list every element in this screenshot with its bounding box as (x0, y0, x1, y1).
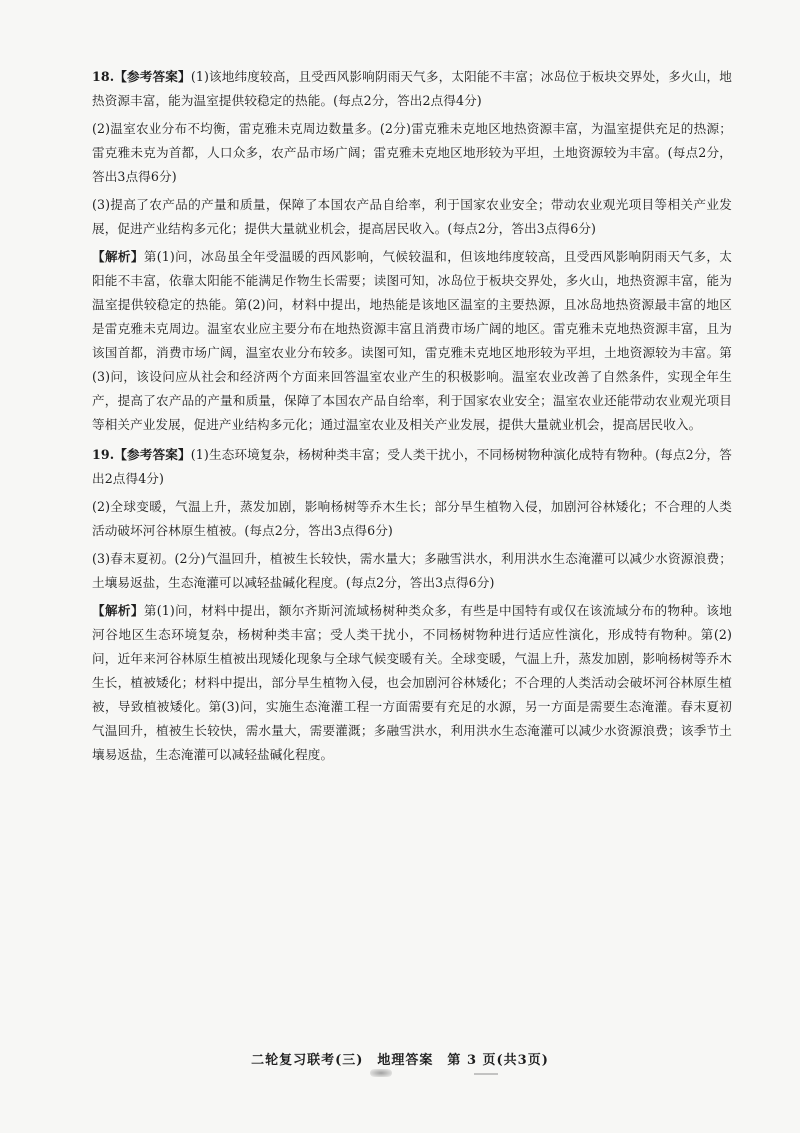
q19-analysis-tag: 【解析】 (92, 603, 144, 618)
q18-answer-part2: (2)温室农业分布不均衡，雷克雅未克周边数量多。(2分)雷克雅未克地区地热资源丰富，为温室提供充足的热源；雷克雅未克为首都，人口众多，农产品市场广阔；雷克雅未克地区地形较为平坦，土地资源较为丰富。(每点2分，答出3点得6分) (92, 121, 732, 184)
q18-answer-part1 (92, 65, 732, 113)
scan-dash-mark (474, 1073, 498, 1075)
q19-answer-1-text: (1)生态环境复杂，杨树种类丰富；受人类干扰小，不同杨树物种演化成特有物种。(每点2分，答出2点得4分) (92, 447, 733, 486)
q19-answer-tag: 19.【参考答案】 (92, 447, 191, 462)
q18-analysis-tag: 【解析】 (92, 249, 144, 264)
q19-answer-part2: (2)全球变暖，气温上升，蒸发加剧，影响杨树等乔木生长；部分旱生植物入侵，加剧河谷林矮化；不合理的人类活动破坏河谷林原生植被。(每点2分，答出3点得6分) (92, 499, 732, 538)
q19-analysis (92, 599, 732, 767)
q18-analysis-text: 第(1)问，冰岛虽全年受温暖的西风影响，气候较温和，但该地纬度较高，且受西风影响阴雨天气多，太阳能不丰富，依靠太阳能不能满足作物生长需要；读图可知，冰岛位于板块交界处，多火山，地热资源丰富，能为温室提供较稳定的热能。第(2)问，材料中提出，地热能是该地区温室的主要热源，且冰岛地热资源最丰富的地区是雷克雅未克周边。温室农业应主要分布在地热资源丰富且消费市场广阔的地区。雷克雅未克地热资源丰富，且为该国首都，消费市场广阔，温室农业分布较多。读图可知，雷克雅未克地区地形较为平坦，土地资源较为丰富。第(3)问，该设问应从社会和经济两个方面来回答温室农业产生的积极影响。温室农业改善了自然条件，实现全年生产，提高了农产品的产量和质量，保障了本国农产品自给率，利于国家农业安全；温室农业还能带动农业观光项目等相关产业发展，促进产业结构多元化；通过温室农业及相关产业发展，提供大量就业机会，提高居民收入。 (92, 249, 732, 432)
q18-answer-part3: (3)提高了农产品的产量和质量，保障了本国农产品自给率，利于国家农业安全；带动农业观光项目等相关产业发展，促进产业结构多元化；提供大量就业机会，提高居民收入。(每点2分，答出3点得6分) (92, 197, 732, 236)
scan-smudge-mark (370, 1069, 392, 1077)
q18-analysis (92, 245, 732, 437)
page-footer: 二轮复习联考(三) 地理答案 第 3 页(共3页) (251, 1053, 549, 1068)
answer-content (92, 65, 732, 767)
q18-answer-tag: 18.【参考答案】 (92, 69, 191, 84)
q18-answer-1-text: (1)该地纬度较高，且受西风影响阴雨天气多，太阳能不丰富；冰岛位于板块交界处，多火山，地热资源丰富，能为温室提供较稳定的热能。(每点2分，答出2点得4分) (92, 69, 732, 108)
q19-analysis-text: 第(1)问，材料中提出，额尔齐斯河流域杨树种类众多，有些是中国特有或仅在该流域分布的物种。该地河谷地区生态环境复杂，杨树种类丰富；受人类干扰小，不同杨树物种进行适应性演化，形成特有物种。第(2)问，近年来河谷林原生植被出现矮化现象与全球气候变暖有关。全球变暖，气温上升，蒸发加剧，影响杨树等乔木生长，植被矮化；材料中提出，部分旱生植物入侵，也会加剧河谷林矮化；不合理的人类活动会破坏河谷林原生植被，导致植被矮化。第(3)问，实施生态淹灌工程一方面需要有充足的水源，另一方面是需要生态淹灌。春末夏初气温回升，植被生长较快，需水量大，需要灌溉；多融雪洪水，利用洪水生态淹灌可以减少水资源浪费；该季节土壤易返盐，生态淹灌可以减轻盐碱化程度。 (92, 603, 732, 762)
q19-answer-part3: (3)春末夏初。(2分)气温回升，植被生长较快，需水量大；多融雪洪水，利用洪水生态淹灌可以减少水资源浪费；土壤易返盐，生态淹灌可以减轻盐碱化程度。(每点2分，答出3点得6分) (92, 551, 732, 590)
q19-answer-part1 (92, 443, 732, 491)
